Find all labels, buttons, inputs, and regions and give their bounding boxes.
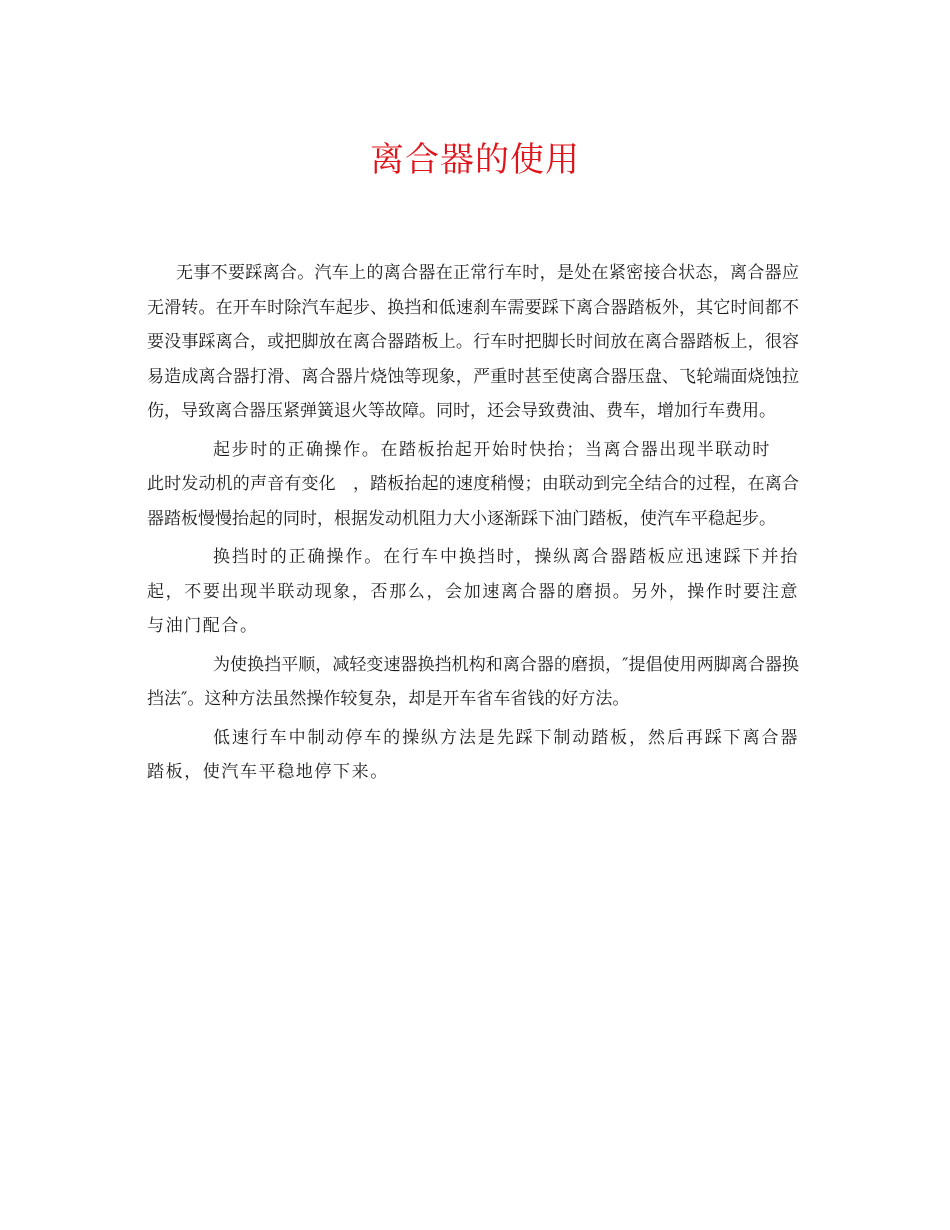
paragraph-shift-operation: 换挡时的正确操作。在行车中换挡时，操纵离合器踏板应迅速踩下并抬起，不要出现半联动现象，否那么，会加速离合器的磨损。另外，操作时要注意与油门配合。	[147, 547, 799, 636]
document-body	[147, 256, 799, 790]
paragraph-braking: 低速行车中制动停车的操纵方法是先踩下制动踏板，然后再踩下离合器踏板，使汽车平稳地停下来。	[147, 727, 799, 782]
paragraph-clutch-advice: 无事不要踩离合。汽车上的离合器在正常行车时，是处在紧密接合状态，离合器应无滑转。在开车时除汽车起步、换挡和低速刹车需要踩下离合器踏板外，其它时间都不要没事踩离合，或把脚放在离合器踏板上。行车时把脚长时间放在离合器踏板上，很容易造成离合器打滑、离合器片烧蚀等现象，严重时甚至使离合器压盘、飞轮端面烧蚀拉伤，导致离合器压紧弹簧退火等故障。同时，还会导致费油、费车，增加行车费用。	[147, 263, 799, 421]
paragraph-start-operation-cont: 此时发动机的声音有变化 ，踏板抬起的速度稍慢；由联动到完全结合的过程，在离合器踏板慢慢抬起的同时，根据发动机阻力大小逐渐踩下油门踏板，使汽车平稳起步。	[147, 474, 799, 529]
paragraph-start-operation: 起步时的正确操作。在踏板抬起开始时快抬；当离合器出现半联动时	[213, 439, 771, 460]
paragraph-double-clutch: 为使换挡平顺，减轻变速器换挡机构和离合器的磨损，″提倡使用两脚离合器换挡法″。这种方法虽然操作较复杂，却是开车省车省钱的好方法。	[147, 654, 799, 709]
page-title: 离合器的使用	[370, 140, 580, 180]
